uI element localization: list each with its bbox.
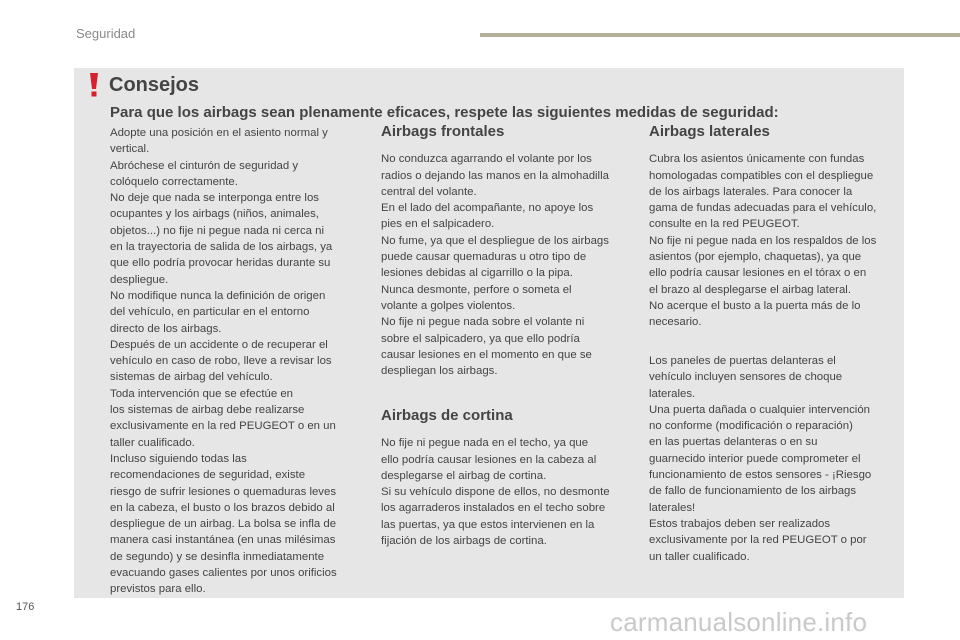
side-airbags-text: Cubra los asientos únicamente con fundas homologadas compatibles con el despliegue de los airbags laterales. Para conocer la gama de fundas adecuadas para el vehículo, consulte en la red PEUGEOT. No fije ni pegue nada en los respaldos de los asientos (por ejemplo, chaquetas), ya que ello podría causar lesiones en el tórax o en el brazo al desplegarse el airbag lateral. No acerque el busto a la puerta más de lo necesario. <box>649 153 877 329</box>
general-advice-text: Adopte una posición en el asiento normal y vertical. Abróchese el cinturón de seguridad y colóquelo correctamente. No deje que nada se interponga entre los ocupantes y los airbags (niños, animales, objetos...) no fije ni pegue nada ni cerca ni en la trayectoria de salida de los airbags, ya que ello podría provocar heridas durante su despliegue. No modifique nunca la definición de origen del vehículo, en particular en el entorno directo de los airbags. Después de un accidente o de recuperar el vehículo en caso de robo, lleve a revisar los sistemas de airbag del vehículo. Toda intervención que se efectúe en los sistemas de airbag debe realizarse exclusivamente en la red PEUGEOT o en un taller cualificado. Incluso siguiendo todas las recomendaciones de seguridad, existe riesgo de sufrir lesiones o quemaduras leves en la cabeza, el busto o los brazos debido al despliegue de un airbag. La bolsa se infla de manera casi instantánea (en unas milésimas de segundo) y se desinfla inmediatamente evacuando gases calientes por unos orificios previstos para ello. <box>110 127 337 596</box>
page-number: 176 <box>16 601 35 613</box>
watermark: carmanualsonline.info <box>610 607 868 637</box>
side-sensors-text: Los paneles de puertas delanteras el vehículo incluyen sensores de choque laterales. Una puerta dañada o cualquier intervención no conforme (modificación o reparación) en las puertas delanteras o en su guarnecido interior puede comprometer el funcionamiento de estos sensores - ¡Riesgo de fallo de funcionamiento de los airbags laterales! Estos trabajos deben ser realizados exclusivamente por la red PEUGEOT o por un taller cualificado. <box>649 355 872 563</box>
side-sensors-section <box>649 353 899 565</box>
curtain-airbags-heading: Airbags de cortina <box>381 407 513 424</box>
header-bar <box>480 33 960 37</box>
section-title: Seguridad <box>76 26 136 41</box>
advice-title: Consejos <box>109 74 200 96</box>
frontal-airbags-section <box>381 124 631 379</box>
advice-subtitle: Para que los airbags sean plenamente eficaces, respete las siguientes medidas de seguridad: <box>110 104 779 121</box>
frontal-airbags-text: No conduzca agarrando el volante por los radios o dejando las manos en la almohadilla central del volante. En el lado del acompañante, no apoye los pies en el salpicadero. No fume, ya que el despliegue de los airbags puede causar quemaduras u otro tipo de lesiones debidas al cigarrillo o la pipa. Nunca desmonte, perfore o someta el volante a golpes violentos. No fije ni pegue nada sobre el volante ni sobre el salpicadero, ya que ello podría causar lesiones en el momento en que se despliegan los airbags. <box>381 153 609 378</box>
curtain-airbags-text: No fije ni pegue nada en el techo, ya que ello podría causar lesiones en la cabeza al desplegarse el airbag de cortina. Si su vehículo dispone de ellos, no desmonte los agarraderos instalados en el techo sobre las puertas, ya que estos intervienen en la fijación de los airbags de cortina. <box>381 437 610 548</box>
exclamation-icon <box>86 72 102 98</box>
side-airbags-heading: Airbags laterales <box>649 123 770 140</box>
general-advice-column <box>110 125 360 598</box>
curtain-airbags-section <box>381 408 631 549</box>
frontal-airbags-heading: Airbags frontales <box>381 123 505 140</box>
side-airbags-section <box>649 124 899 331</box>
